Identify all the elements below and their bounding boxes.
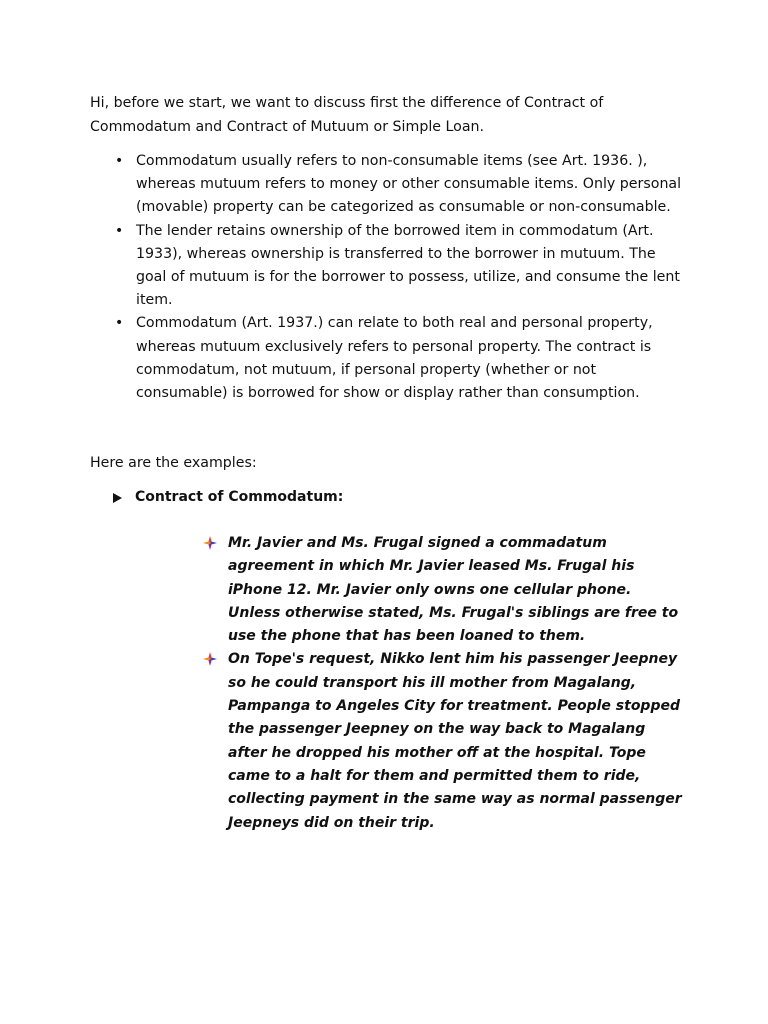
arrowhead-icon [113,493,122,503]
example-item-1 [203,532,683,648]
examples-intro: Here are the examples: [90,455,257,471]
example-item-text: Mr. Javier and Ms. Frugal signed a commadatum agreement in which Mr. Javier leased Ms. Frugal his iPhone 12. Mr. Javier only owns one cellular phone. Unless otherwise stated, Ms. Frugal's siblings are free to use the phone that has been loaned to them. [228,535,679,645]
four-color-star-icon [203,652,217,666]
example-item-text: On Tope's request, Nikko lent him his passenger Jeepney so he could transport his ill mother from Magalang, Pampanga to Angeles City for treatment. People stopped the passenger Jeepney on the way back to Magalang after he dropped his mother off at the hospital. Tope came to a halt for them and permitted them to ride, collecting payment in the same way as normal passenger Jeepneys did on their trip. [228,651,682,831]
comparison-item-3 [90,312,690,405]
four-color-star-icon [203,536,217,550]
bullet-dot-icon: • [115,222,124,239]
comparison-item-1 [90,150,690,220]
comparison-item-text: The lender retains ownership of the borrowed item in commodatum (Art. 1933), whereas ownership is transferred to the borrower in mutuum. The goal of mutuum is for the borrower to possess, utilize, and consume the lent item. [136,222,680,309]
comparison-item-2 [90,220,690,313]
comparison-list [90,150,690,405]
intro-paragraph: Hi, before we start, we want to discuss first the difference of Contract of Commodatum and Contract of Mutuum or Simple Loan. [90,95,604,135]
section-heading-text: Contract of Commodatum: [135,489,344,505]
comparison-item-text: Commodatum (Art. 1937.) can relate to both real and personal property, whereas mutuum exclusively refers to personal property. The contract is commodatum, not mutuum, if personal property (whether or not consumable) is borrowed for show or display rather than consumption. [136,315,653,402]
comparison-item-text: Commodatum usually refers to non-consumable items (see Art. 1936. ), whereas mutuum refers to money or other consumable items. Only personal (movable) property can be categorized as consumable or non-consumable. [136,153,682,216]
example-item-2 [203,648,683,834]
bullet-dot-icon: • [115,315,124,332]
section-heading [113,486,343,509]
bullet-dot-icon: • [115,153,124,169]
example-list [203,532,683,835]
